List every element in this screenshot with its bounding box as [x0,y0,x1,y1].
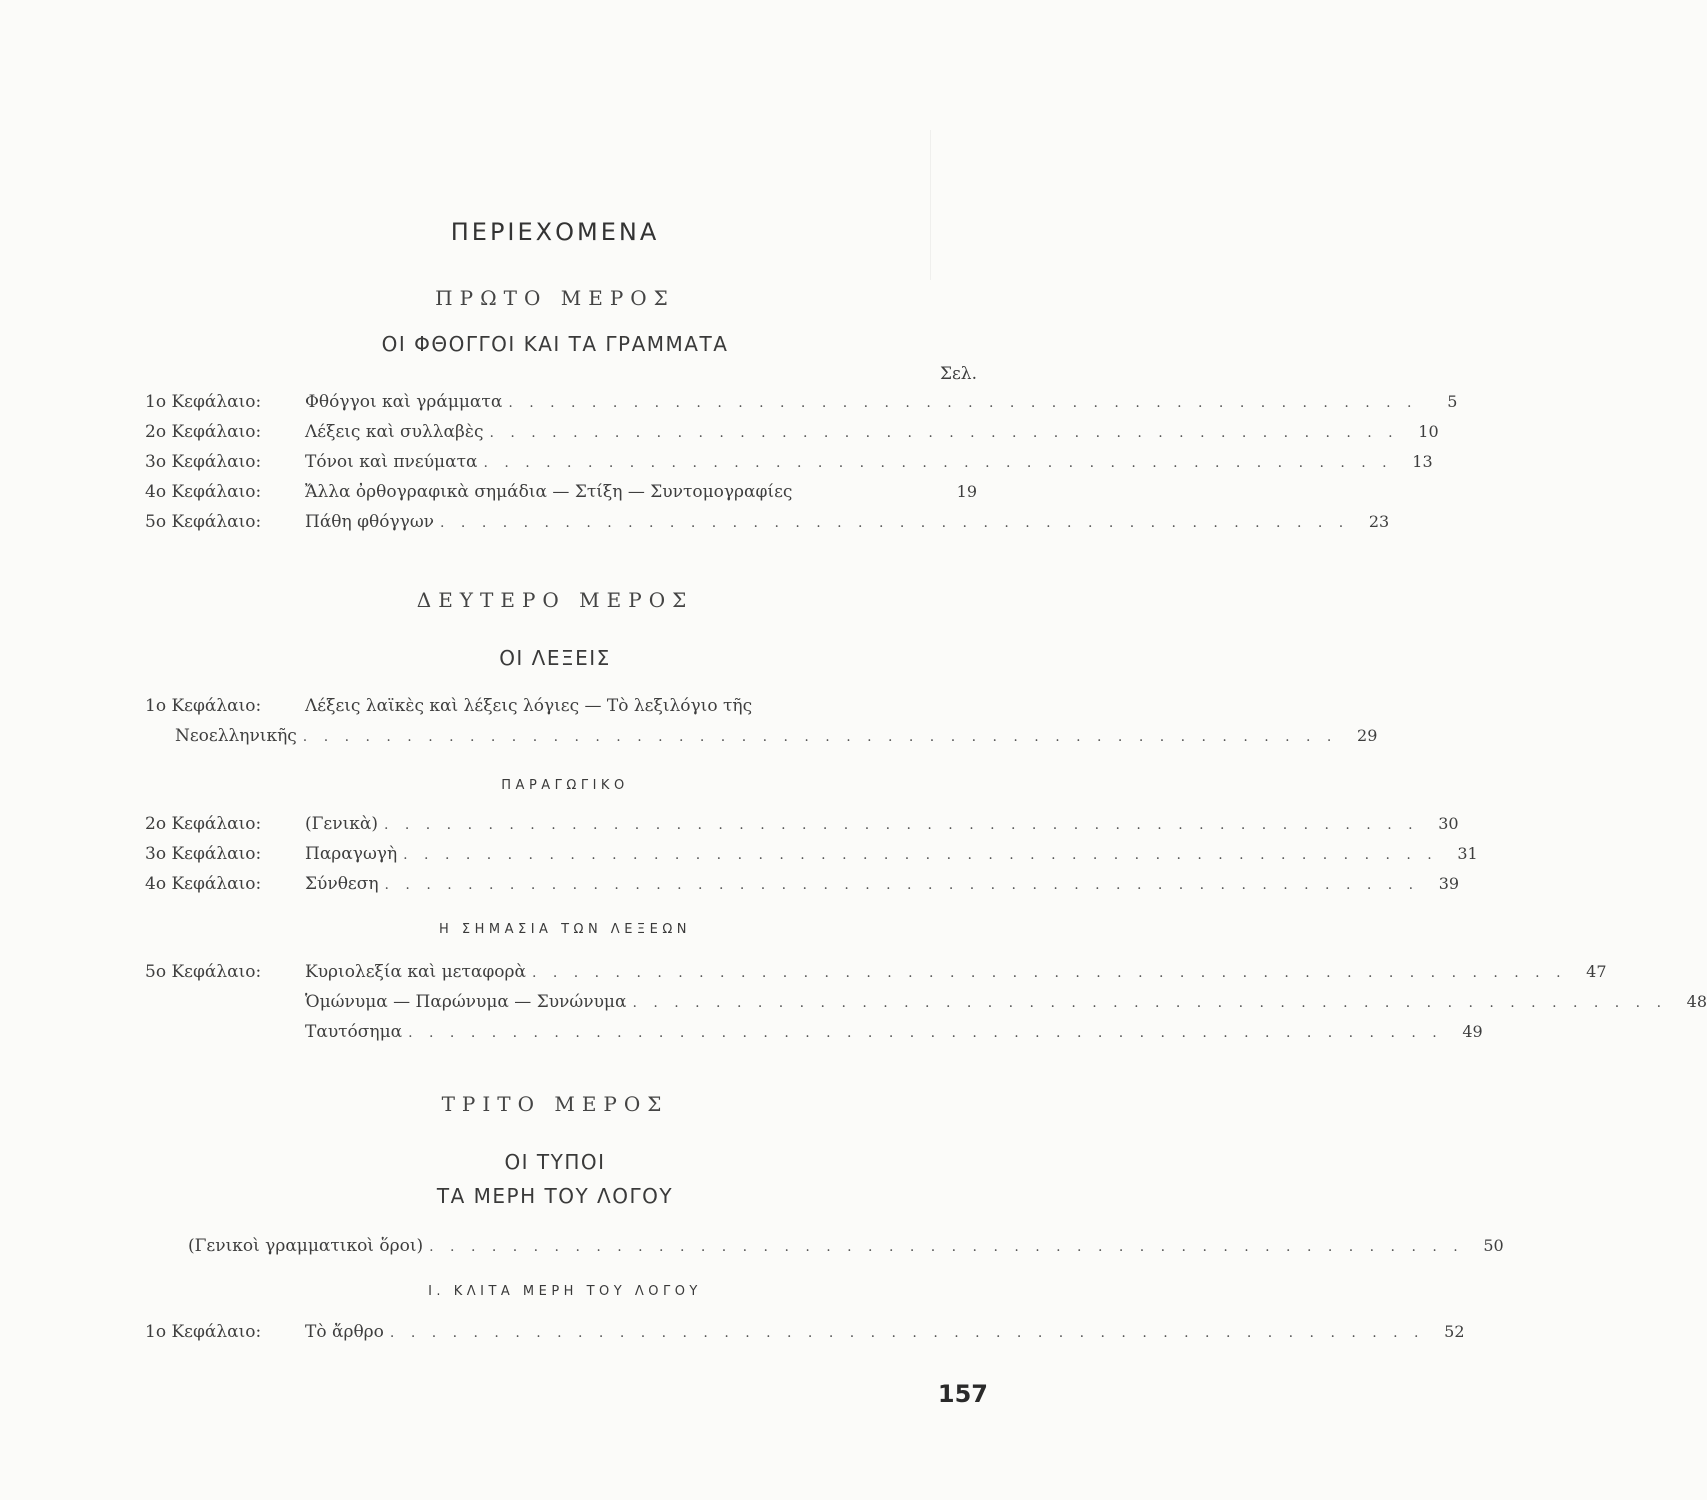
section-title: ΤΑ ΜΕΡΗ ΤΟΥ ΛΟΓΟΥ [436,1184,674,1208]
entry-title: Λέξεις καὶ συλλαβὲς [305,422,484,442]
entry-page: 5 [1447,392,1458,411]
entry-page: 13 [1412,452,1433,471]
leader-dots: . . . . . . . . . . . . . . . . . . . . . . . . . . . . . . . . . . . . . . . . . . . . [489,425,1399,441]
toc-entry[interactable] [145,962,1607,988]
entry-title: Σύνθεση [305,874,379,894]
toc-entry-line2[interactable] [145,726,1378,752]
leader-dots: . . . . . . . . . . . . . . . . . . . . . . . . . . . . . . . . . . . . . . . . . . . . . . . . . . [531,965,1567,981]
leader-dots: . . . . . . . . . . . . . . . . . . . . . . . . . . . . . . . . . . . . . . . . . . . . . . . . . . [384,877,1420,893]
chapter-label: 1ο Κεφάλαιο: [145,1322,262,1342]
part-title: ΤΡΙΤΟ ΜΕΡΟΣ [441,1092,669,1116]
entry-page: 29 [1357,726,1378,745]
entry-page: 30 [1438,814,1459,833]
leader-dots: . . . . . . . . . . . . . . . . . . . . . . . . . . . . . . . . . . . . . . . . . . . . [508,395,1418,411]
entry-title: Τόνοι καὶ πνεύματα [305,452,478,472]
toc-entry[interactable] [145,512,1390,538]
leader-dots: . . . . . . . . . . . . . . . . . . . . . . . . . . . . . . . . . . . . . . . . . . . . . . . . . . [632,995,1668,1011]
leader-dots: . . . . . . . . . . . . . . . . . . . . . . . . . . . . . . . . . . . . . . . . . . . . [440,515,1350,531]
part-title: ΠΡΩΤΟ ΜΕΡΟΣ [435,286,675,310]
leader-dots: . . . . . . . . . . . . . . . . . . . . . . . . . . . . . . . . . . . . . . . . . . . . . . . . . . [389,1325,1425,1341]
leader-dots: . . . . . . . . . . . . . . . . . . . . . . . . . . . . . . . . . . . . . . . . . . . . . . . . . . [383,817,1419,833]
entry-page: 52 [1444,1322,1465,1341]
toc-entry[interactable] [145,422,1439,448]
leader-dots: . . . . . . . . . . . . . . . . . . . . . . . . . . . . . . . . . . . . . . . . . . . . . . . . . . [302,729,1338,745]
entry-title: (Γενικὰ) [305,814,378,834]
toc-entry[interactable] [145,844,1478,870]
entry-title: Νεοελληνικῆς [175,726,297,746]
leader-dots: . . . . . . . . . . . . . . . . . . . . . . . . . . . . . . . . . . . . . . . . . . . . . . . . . . [403,847,1438,863]
entry-page: 49 [1462,1022,1483,1041]
toc-entry[interactable] [145,1022,1483,1048]
entry-title: Φθόγγοι καὶ γράμματα [305,392,503,412]
entry-page: 31 [1457,844,1478,863]
entry-title: (Γενικοὶ γραμματικοὶ ὅροι) [188,1236,424,1256]
toc-entry[interactable] [145,392,1458,418]
subsection-title: ΠΑΡΑΓΩΓΙΚΟ [501,778,629,793]
chapter-label: 2ο Κεφάλαιο: [145,422,262,442]
subsection-title: Η ΣΗΜΑΣΙΑ ΤΩΝ ΛΕΞΕΩΝ [438,922,691,937]
section-title: ΟΙ ΤΥΠΟΙ [504,1150,606,1174]
page-heading: ΠΕΡΙΕΧΟΜΕΝΑ [450,218,660,246]
entry-title: Ἄλλα ὀρθογραφικὰ σημάδια — Στίξη — Συντομογραφίες [305,482,793,502]
entry-title: Κυριολεξία καὶ μεταφορὰ [305,962,526,982]
entry-title: Παραγωγὴ [305,844,398,864]
chapter-label: 5ο Κεφάλαιο: [145,512,262,532]
entry-page: 47 [1586,962,1607,981]
toc-entry-line1[interactable] [145,696,977,722]
subsection-title: I. ΚΛΙΤΑ ΜΕΡΗ ΤΟΥ ΛΟΓΟΥ [428,1284,702,1299]
bleed-through-shadow [930,130,991,280]
toc-entry[interactable] [145,874,1460,900]
entry-page: 19 [956,482,977,501]
toc-entry[interactable] [145,452,1433,478]
entry-title: Ὁμώνυμα — Παρώνυμα — Συνώνυμα [305,992,627,1012]
leader-dots: . . . . . . . . . . . . . . . . . . . . . . . . . . . . . . . . . . . . . . . . . . . . . . . . . . [408,1025,1443,1041]
chapter-label: 3ο Κεφάλαιο: [145,452,262,472]
entry-title: Λέξεις λαϊκὲς καὶ λέξεις λόγιες — Τὸ λεξιλόγιο τῆς [305,696,753,716]
chapter-label: 4ο Κεφάλαιο: [145,482,262,502]
entry-title: Πάθη φθόγγων [305,512,435,532]
toc-entry[interactable] [188,1236,1504,1262]
section-title: ΟΙ ΦΘΟΓΓΟΙ ΚΑΙ ΤΑ ΓΡΑΜΜΑΤΑ [381,332,729,356]
entry-title: Τὸ ἄρθρο [305,1322,384,1342]
chapter-label: 4ο Κεφάλαιο: [145,874,262,894]
page-column-label: Σελ. [939,364,977,384]
chapter-label: 2ο Κεφάλαιο: [145,814,262,834]
entry-title: Ταυτόσημα [305,1022,403,1042]
entry-page: 48 [1686,992,1707,1011]
leader-dots: . . . . . . . . . . . . . . . . . . . . . . . . . . . . . . . . . . . . . . . . . . . . [483,455,1393,471]
chapter-label: 5ο Κεφάλαιο: [145,962,262,982]
entry-page: 50 [1483,1236,1504,1255]
toc-entry[interactable] [145,814,1459,840]
entry-page: 23 [1368,512,1390,531]
section-title: ΟΙ ΛΕΞΕΙΣ [499,646,611,670]
toc-entry[interactable] [145,1322,1465,1348]
toc-entry[interactable] [145,482,977,508]
entry-page: 39 [1438,874,1460,893]
chapter-label: 1ο Κεφάλαιο: [145,696,262,716]
part-title: ΔΕΥΤΕΡΟ ΜΕΡΟΣ [416,588,694,612]
entry-page: 10 [1418,422,1439,441]
chapter-label: 3ο Κεφάλαιο: [145,844,262,864]
toc-entry[interactable] [145,992,1707,1018]
chapter-label: 1ο Κεφάλαιο: [145,392,262,412]
page-number: 157 [937,1380,988,1408]
leader-dots: . . . . . . . . . . . . . . . . . . . . . . . . . . . . . . . . . . . . . . . . . . . . . . . . . . [429,1239,1464,1255]
